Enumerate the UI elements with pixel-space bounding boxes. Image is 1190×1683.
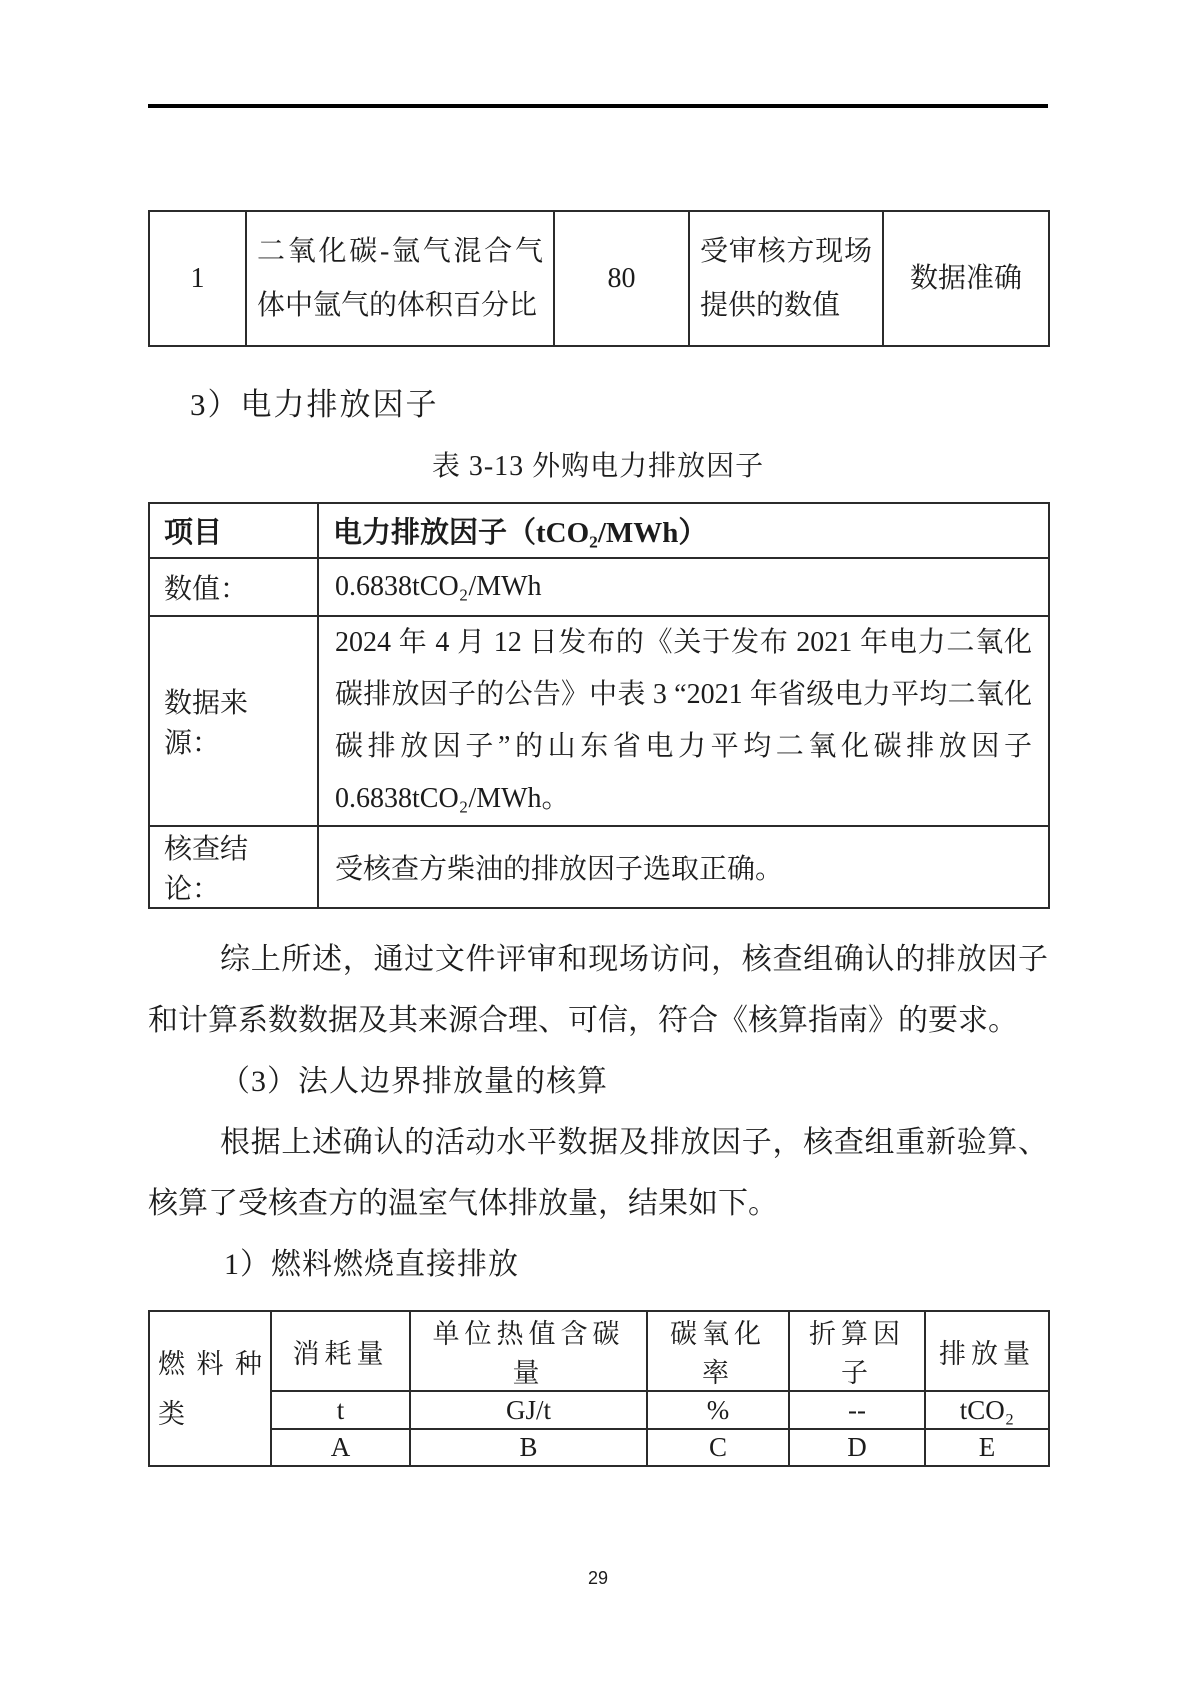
units-row	[149, 1391, 1049, 1429]
letter-cell: D	[789, 1429, 925, 1466]
carryover-parameter-table	[148, 210, 1050, 347]
conclusion-label-cell: 核查结论：	[149, 826, 318, 908]
column-header: 排放量	[925, 1311, 1049, 1391]
header-factor-cell: 电力排放因子（tCO₂/MWh）	[318, 503, 1049, 558]
table-header-row	[149, 1311, 1049, 1391]
table-3-13-caption: 表 3-13 外购电力排放因子	[431, 451, 765, 482]
letter-cell: E	[925, 1429, 1049, 1466]
column-header: 单位热值含碳量	[410, 1311, 647, 1391]
formula-letters-row	[149, 1429, 1049, 1466]
electricity-emission-factor-table	[148, 502, 1050, 909]
table-row	[149, 558, 1049, 616]
fuel-combustion-table	[148, 1310, 1050, 1467]
unit-cell: tCO₂	[925, 1391, 1049, 1429]
recalculation-paragraph: 根据上述确认的活动水平数据及排放因子，核查组重新验算、核算了受核查方的温室气体排放量，结果如下。	[148, 1126, 1048, 1220]
source-cell: 受审核方现场提供的数值	[689, 211, 883, 346]
section-heading-electricity-factor: 3）电力排放因子	[190, 387, 439, 422]
table-row	[149, 211, 1049, 346]
table-row	[149, 826, 1049, 908]
column-header: 折算因子	[789, 1311, 925, 1391]
fuel-category-header-cell: 燃 料 种 类	[149, 1311, 271, 1466]
header-item-cell: 项目	[149, 503, 318, 558]
letter-cell: C	[647, 1429, 789, 1466]
subsection-heading-boundary-accounting: （3）法人边界排放量的核算	[220, 1065, 608, 1098]
letter-cell: A	[271, 1429, 410, 1466]
parameter-cell: 二氧化碳-氩气混合气体中氩气的体积百分比	[246, 211, 554, 346]
letter-cell: B	[410, 1429, 647, 1466]
page-number: 29	[587, 1568, 609, 1588]
row-index-cell: 1	[149, 211, 246, 346]
unit-cell: t	[271, 1391, 410, 1429]
value-cell: 80	[554, 211, 689, 346]
source-label-cell: 数据来源：	[149, 616, 318, 826]
summary-paragraph: 综上所述，通过文件评审和现场访问，核查组确认的排放因子和计算系数数据及其来源合理、可信，符合《核算指南》的要求。	[148, 943, 1048, 1037]
source-text-cell: 2024 年 4 月 12 日发布的《关于发布 2021 年电力二氧化碳排放因子的公告》中表 3 “2021 年省级电力平均二氧化碳排放因子”的山东省电力平均二氧化碳排放因子 0.6838tCO₂/MWh。	[318, 616, 1049, 826]
conclusion-cell: 数据准确	[883, 211, 1049, 346]
unit-cell: --	[789, 1391, 925, 1429]
column-header: 碳氧化率	[647, 1311, 789, 1391]
column-header: 消耗量	[271, 1311, 410, 1391]
subsection-heading-fuel-combustion: 1）燃料燃烧直接排放	[224, 1248, 519, 1281]
table-row	[149, 616, 1049, 826]
table-header-row	[149, 503, 1049, 558]
value-label-cell: 数值：	[149, 558, 318, 616]
header-rule	[148, 104, 1048, 108]
value-cell: 0.6838tCO₂/MWh	[318, 558, 1049, 616]
conclusion-text-cell: 受核查方柴油的排放因子选取正确。	[318, 826, 1049, 908]
unit-cell: %	[647, 1391, 789, 1429]
unit-cell: GJ/t	[410, 1391, 647, 1429]
